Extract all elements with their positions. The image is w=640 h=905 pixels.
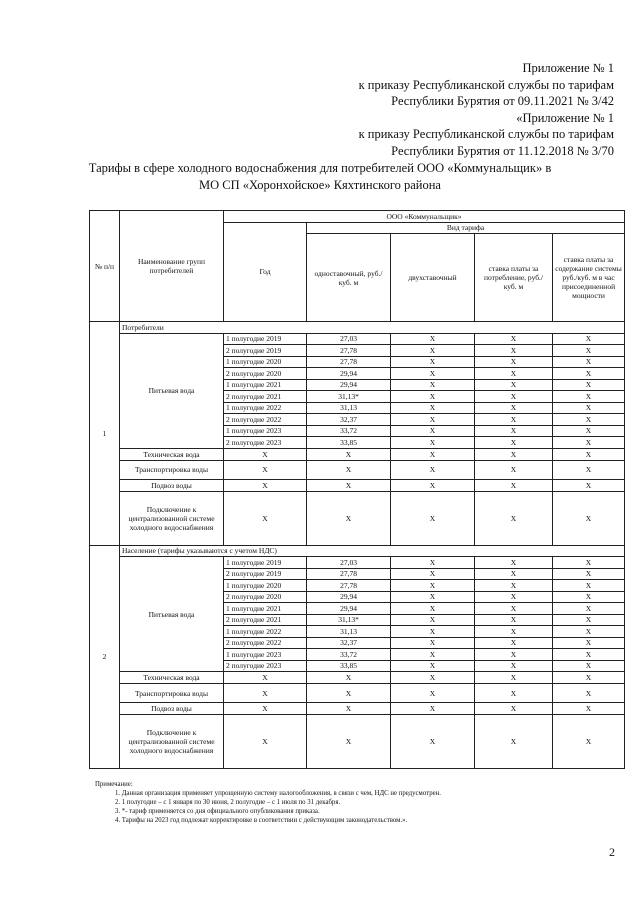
usage-rate-cell: X <box>475 580 553 592</box>
single-rate-cell: 27,78 <box>307 568 391 580</box>
usage-rate-cell: X <box>475 460 553 479</box>
group-name-cell: Питьевая вода <box>120 557 224 672</box>
double-rate-cell: X <box>391 580 475 592</box>
single-rate-cell: X <box>307 715 391 769</box>
period-cell: 1 полугодие 2023 <box>224 649 307 661</box>
maintenance-rate-cell: X <box>553 356 625 368</box>
usage-rate-cell: X <box>475 568 553 580</box>
maintenance-rate-cell: X <box>553 580 625 592</box>
period-cell: 2 полугодие 2019 <box>224 345 307 357</box>
header-line: «Приложение № 1 <box>516 110 614 125</box>
single-rate-cell: X <box>307 672 391 684</box>
usage-rate-cell: X <box>475 379 553 391</box>
period-cell: 1 полугодие 2019 <box>224 333 307 345</box>
period-cell: X <box>224 715 307 769</box>
note-item: 4. Тарифы на 2023 год подлежат корректировке в соответствии с действующим законодательством.». <box>115 817 408 824</box>
maintenance-rate-cell: X <box>553 649 625 661</box>
double-rate-cell: X <box>391 425 475 437</box>
header-line: Приложение № 1 <box>522 61 614 75</box>
maintenance-rate-cell: X <box>553 626 625 638</box>
group-name-cell: Питьевая вода <box>120 333 224 448</box>
table-row <box>90 448 625 460</box>
single-rate-cell: 29,94 <box>307 591 391 603</box>
period-cell: 2 полугодие 2021 <box>224 391 307 403</box>
usage-rate-cell: X <box>475 703 553 715</box>
double-rate-cell: X <box>391 491 475 545</box>
single-rate-cell: X <box>307 479 391 491</box>
usage-rate-cell: X <box>475 637 553 649</box>
period-cell: 1 полугодие 2021 <box>224 379 307 391</box>
section-label-cell: Население (тарифы указываются с учетом НДС) <box>120 545 625 557</box>
period-cell: 2 полугодие 2021 <box>224 614 307 626</box>
usage-rate-cell: X <box>475 414 553 426</box>
usage-rate-cell: X <box>475 402 553 414</box>
maintenance-rate-cell: X <box>553 425 625 437</box>
single-rate-cell: 31,13 <box>307 626 391 638</box>
appendix-header <box>359 60 614 159</box>
period-cell: 1 полугодие 2020 <box>224 356 307 368</box>
single-rate-cell: 32,37 <box>307 414 391 426</box>
maintenance-rate-cell: X <box>553 333 625 345</box>
double-rate-cell: X <box>391 626 475 638</box>
maintenance-rate-cell: X <box>553 568 625 580</box>
header-line: к приказу Республиканской службы по тарифам <box>358 77 614 92</box>
period-cell: 1 полугодие 2022 <box>224 402 307 414</box>
col-head-usage: ставка платы за потребление, руб./ куб. м <box>475 234 553 322</box>
maintenance-rate-cell: X <box>553 637 625 649</box>
header-line: Республики Бурятия от 11.12.2018 № 3/70 <box>391 143 614 158</box>
tariff-table-body <box>90 211 625 769</box>
usage-rate-cell: X <box>475 425 553 437</box>
period-cell: X <box>224 448 307 460</box>
period-cell: X <box>224 460 307 479</box>
period-cell: 2 полугодие 2022 <box>224 637 307 649</box>
maintenance-rate-cell: X <box>553 379 625 391</box>
double-rate-cell: X <box>391 379 475 391</box>
usage-rate-cell: X <box>475 356 553 368</box>
double-rate-cell: X <box>391 356 475 368</box>
single-rate-cell: X <box>307 491 391 545</box>
col-head-maint: ставка платы за содержание системы руб./куб. м в час присоединенной мощности <box>553 234 625 322</box>
double-rate-cell: X <box>391 568 475 580</box>
col-head-kind: Вид тарифа <box>307 222 625 234</box>
usage-rate-cell: X <box>475 368 553 380</box>
row-number-cell: 1 <box>90 322 120 546</box>
double-rate-cell: X <box>391 603 475 615</box>
double-rate-cell: X <box>391 715 475 769</box>
col-head-year: Год <box>224 222 307 322</box>
row-number-cell: 2 <box>90 545 120 769</box>
usage-rate-cell: X <box>475 626 553 638</box>
single-rate-cell: 31,13* <box>307 614 391 626</box>
single-rate-cell: 27,03 <box>307 557 391 569</box>
page-number: 2 <box>609 845 615 859</box>
double-rate-cell: X <box>391 448 475 460</box>
document-title <box>0 160 640 194</box>
single-rate-cell: 33,72 <box>307 425 391 437</box>
double-rate-cell: X <box>391 368 475 380</box>
usage-rate-cell: X <box>475 660 553 672</box>
table-row <box>90 672 625 684</box>
maintenance-rate-cell: X <box>553 414 625 426</box>
maintenance-rate-cell: X <box>553 491 625 545</box>
usage-rate-cell: X <box>475 672 553 684</box>
maintenance-rate-cell: X <box>553 345 625 357</box>
table-row <box>90 715 625 769</box>
note-item: 2. 1 полугодие – с 1 января по 30 июня, 2 полугодие – с 1 июля по 31 декабря. <box>115 799 341 806</box>
double-rate-cell: X <box>391 345 475 357</box>
usage-rate-cell: X <box>475 649 553 661</box>
maintenance-rate-cell: X <box>553 660 625 672</box>
period-cell: 2 полугодие 2022 <box>224 414 307 426</box>
usage-rate-cell: X <box>475 491 553 545</box>
group-name-cell: Транспортировка воды <box>120 684 224 703</box>
maintenance-rate-cell: X <box>553 479 625 491</box>
single-rate-cell: X <box>307 448 391 460</box>
single-rate-cell: X <box>307 684 391 703</box>
single-rate-cell: 29,94 <box>307 379 391 391</box>
single-rate-cell: 31,13* <box>307 391 391 403</box>
group-name-cell: Подключение к централизованной системе холодного водоснабжения <box>120 715 224 769</box>
maintenance-rate-cell: X <box>553 557 625 569</box>
period-cell: X <box>224 479 307 491</box>
note-item: 3. *- тариф применяется со дня официального опубликования приказа. <box>115 808 320 815</box>
col-head-single: одноставочный, руб./ куб. м <box>307 234 391 322</box>
usage-rate-cell: X <box>475 391 553 403</box>
period-cell: 2 полугодие 2023 <box>224 437 307 449</box>
group-name-cell: Транспортировка воды <box>120 460 224 479</box>
period-cell: 2 полугодие 2023 <box>224 660 307 672</box>
period-cell: 2 полугодие 2020 <box>224 368 307 380</box>
col-head-double: двухставочный <box>391 234 475 322</box>
maintenance-rate-cell: X <box>553 448 625 460</box>
group-name-cell: Подвоз воды <box>120 703 224 715</box>
table-row <box>90 333 625 345</box>
usage-rate-cell: X <box>475 614 553 626</box>
single-rate-cell: 27,78 <box>307 580 391 592</box>
maintenance-rate-cell: X <box>553 460 625 479</box>
maintenance-rate-cell: X <box>553 391 625 403</box>
double-rate-cell: X <box>391 703 475 715</box>
usage-rate-cell: X <box>475 448 553 460</box>
period-cell: X <box>224 703 307 715</box>
col-head-group: Наименование групп потребителей <box>120 211 224 322</box>
single-rate-cell: 33,72 <box>307 649 391 661</box>
group-name-cell: Подвоз воды <box>120 479 224 491</box>
tariff-table <box>89 210 625 769</box>
section-label-row <box>90 322 625 334</box>
group-name-cell: Техническая вода <box>120 448 224 460</box>
col-head-num: № п/п <box>90 211 120 322</box>
usage-rate-cell: X <box>475 557 553 569</box>
notes <box>95 780 441 825</box>
double-rate-cell: X <box>391 460 475 479</box>
maintenance-rate-cell: X <box>553 672 625 684</box>
double-rate-cell: X <box>391 672 475 684</box>
single-rate-cell: 33,85 <box>307 437 391 449</box>
double-rate-cell: X <box>391 333 475 345</box>
maintenance-rate-cell: X <box>553 603 625 615</box>
col-head-org: ООО «Коммунальщик» <box>224 211 625 223</box>
single-rate-cell: 27,78 <box>307 345 391 357</box>
period-cell: X <box>224 672 307 684</box>
maintenance-rate-cell: X <box>553 684 625 703</box>
header-line: к приказу Республиканской службы по тарифам <box>358 127 614 141</box>
double-rate-cell: X <box>391 649 475 661</box>
table-row <box>90 703 625 715</box>
maintenance-rate-cell: X <box>553 402 625 414</box>
usage-rate-cell: X <box>475 479 553 491</box>
section-label-row <box>90 545 625 557</box>
table-row <box>90 491 625 545</box>
double-rate-cell: X <box>391 414 475 426</box>
double-rate-cell: X <box>391 660 475 672</box>
double-rate-cell: X <box>391 479 475 491</box>
usage-rate-cell: X <box>475 345 553 357</box>
period-cell: 1 полугодие 2019 <box>224 557 307 569</box>
usage-rate-cell: X <box>475 603 553 615</box>
header-line: Республики Бурятия от 09.11.2021 № 3/42 <box>391 94 614 108</box>
single-rate-cell: 32,37 <box>307 637 391 649</box>
period-cell: X <box>224 684 307 703</box>
maintenance-rate-cell: X <box>553 703 625 715</box>
table-row <box>90 479 625 491</box>
double-rate-cell: X <box>391 591 475 603</box>
usage-rate-cell: X <box>475 715 553 769</box>
maintenance-rate-cell: X <box>553 614 625 626</box>
double-rate-cell: X <box>391 391 475 403</box>
table-row <box>90 460 625 479</box>
double-rate-cell: X <box>391 637 475 649</box>
single-rate-cell: 27,03 <box>307 333 391 345</box>
table-row <box>90 684 625 703</box>
period-cell: 1 полугодие 2023 <box>224 425 307 437</box>
group-name-cell: Подключение к централизованной системе холодного водоснабжения <box>120 491 224 545</box>
single-rate-cell: X <box>307 703 391 715</box>
maintenance-rate-cell: X <box>553 715 625 769</box>
maintenance-rate-cell: X <box>553 368 625 380</box>
title-line-1: Тарифы в сфере холодного водоснабжения для потребителей ООО «Коммунальщик» в <box>88 161 552 175</box>
maintenance-rate-cell: X <box>553 591 625 603</box>
double-rate-cell: X <box>391 402 475 414</box>
title-line-2: МО СП «Хоронхойское» Кяхтинского района <box>199 178 441 192</box>
single-rate-cell: 33,85 <box>307 660 391 672</box>
usage-rate-cell: X <box>475 333 553 345</box>
period-cell: 1 полугодие 2022 <box>224 626 307 638</box>
note-item: 1. Данная организация применяет упрощенную систему налогообложения, в связи с чем, НДС не предусмотрен. <box>115 790 441 797</box>
usage-rate-cell: X <box>475 437 553 449</box>
period-cell: 2 полугодие 2019 <box>224 568 307 580</box>
single-rate-cell: 27,78 <box>307 356 391 368</box>
double-rate-cell: X <box>391 557 475 569</box>
usage-rate-cell: X <box>475 591 553 603</box>
single-rate-cell: 29,94 <box>307 603 391 615</box>
notes-heading: Примечание: <box>95 781 133 788</box>
group-name-cell: Техническая вода <box>120 672 224 684</box>
usage-rate-cell: X <box>475 684 553 703</box>
double-rate-cell: X <box>391 684 475 703</box>
period-cell: 1 полугодие 2020 <box>224 580 307 592</box>
double-rate-cell: X <box>391 437 475 449</box>
period-cell: 1 полугодие 2021 <box>224 603 307 615</box>
single-rate-cell: 31,13 <box>307 402 391 414</box>
section-label-cell: Потребители <box>120 322 625 334</box>
maintenance-rate-cell: X <box>553 437 625 449</box>
single-rate-cell: 29,94 <box>307 368 391 380</box>
table-row <box>90 557 625 569</box>
period-cell: 2 полугодие 2020 <box>224 591 307 603</box>
period-cell: X <box>224 491 307 545</box>
single-rate-cell: X <box>307 460 391 479</box>
double-rate-cell: X <box>391 614 475 626</box>
